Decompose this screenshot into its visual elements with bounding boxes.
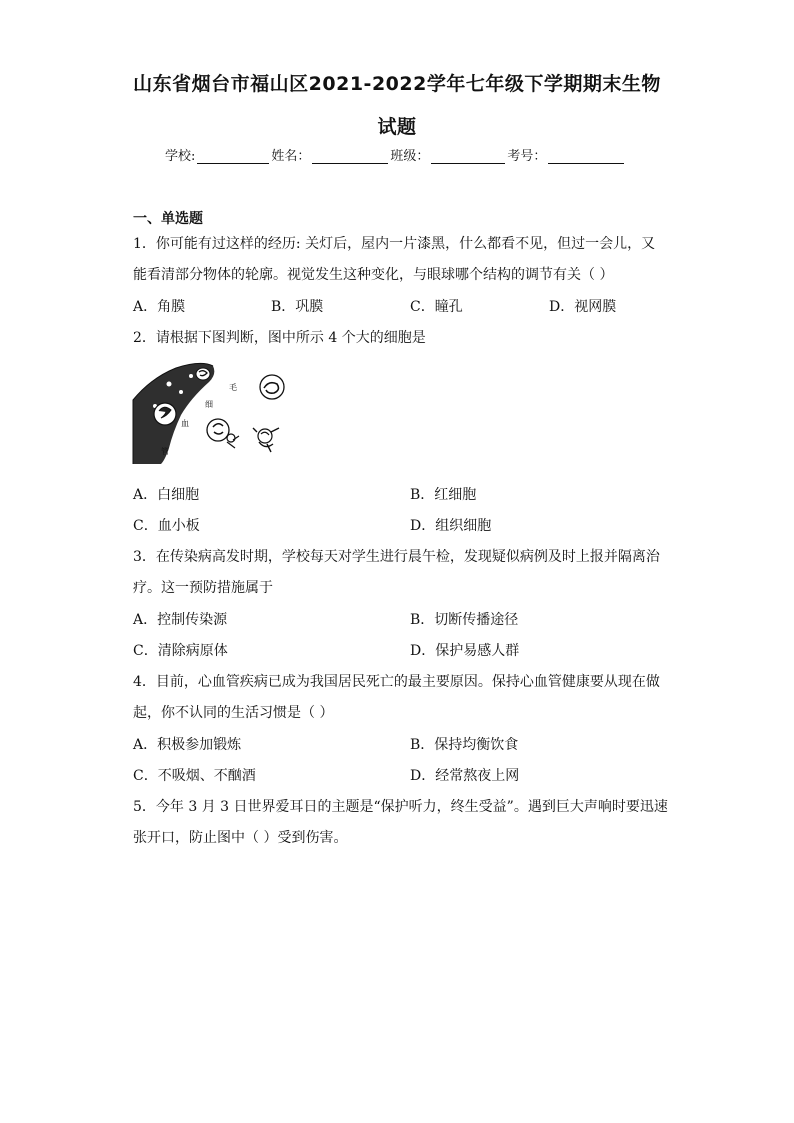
- q1-option-a[interactable]: A．角膜: [133, 299, 186, 315]
- student-info-row: [165, 145, 626, 164]
- q2-option-a[interactable]: A．白细胞: [133, 487, 200, 503]
- class-field[interactable]: [431, 149, 505, 164]
- question-4-line-2: 起，你不认同的生活习惯是（ ）: [133, 705, 334, 721]
- q2-option-d[interactable]: D．组织细胞: [410, 518, 492, 534]
- figure-label-xi: 细: [205, 400, 213, 409]
- q3-option-a[interactable]: A．控制传染源: [133, 612, 228, 628]
- page-title-line-1: 山东省烟台市福山区2021-2022学年七年级下学期期末生物: [133, 73, 661, 95]
- q1-option-b[interactable]: B．巩膜: [271, 299, 324, 315]
- school-label: 学校:: [165, 149, 196, 164]
- figure-label-mao: 毛: [229, 383, 237, 392]
- q2-option-b[interactable]: B．红细胞: [410, 487, 477, 503]
- exam-number-label: 考号：: [507, 149, 547, 164]
- q2-option-c[interactable]: C．血小板: [133, 518, 200, 534]
- figure-label-guan: 管: [161, 447, 169, 456]
- question-4-line-1: 4．目前，心血管疾病已成为我国居民死亡的最主要原因。保持心血管健康要从现在做: [133, 674, 660, 690]
- question-1-line-2: 能看清部分物体的轮廓。视觉发生这种变化，与眼球哪个结构的调节有关（ ）: [133, 267, 614, 283]
- q1-option-d[interactable]: D．视网膜: [549, 299, 617, 315]
- section-heading: 一、单选题: [133, 211, 203, 227]
- exam-number-field[interactable]: [548, 149, 624, 164]
- q3-option-c[interactable]: C．清除病原体: [133, 643, 228, 659]
- capillary-blood-cells-figure: [131, 360, 301, 468]
- question-3-line-1: 3．在传染病高发时期，学校每天对学生进行晨午检，发现疑似病例及时上报并隔离治: [133, 549, 660, 565]
- question-3-line-2: 疗。这一预防措施属于: [133, 580, 273, 596]
- q3-option-d[interactable]: D．保护易感人群: [410, 643, 520, 659]
- q4-option-c[interactable]: C．不吸烟、不酗酒: [133, 768, 256, 784]
- question-2-line-1: 2．请根据下图判断，图中所示 4 个大的细胞是: [133, 330, 426, 346]
- q4-option-d[interactable]: D．经常熬夜上网: [410, 768, 520, 784]
- name-field[interactable]: [312, 149, 388, 164]
- question-5-line-1: 5．今年 3 月 3 日世界爱耳日的主题是“保护听力，终生受益”。遇到巨大声响时要迅速: [133, 799, 668, 815]
- question-1-line-1: 1．你可能有过这样的经历: 关灯后，屋内一片漆黑，什么都看不见，但过一会儿，又: [133, 236, 656, 252]
- question-5-line-2: 张开口，防止图中（ ）受到伤害。: [133, 830, 348, 846]
- q3-option-b[interactable]: B．切断传播途径: [410, 612, 519, 628]
- class-label: 班级：: [390, 149, 430, 164]
- page-title-line-2: 试题: [377, 116, 417, 138]
- q1-option-c[interactable]: C．瞳孔: [410, 299, 463, 315]
- figure-label-xue: 血: [181, 419, 189, 428]
- q4-option-b[interactable]: B．保持均衡饮食: [410, 737, 519, 753]
- q4-option-a[interactable]: A．积极参加锻炼: [133, 737, 242, 753]
- school-field[interactable]: [197, 149, 269, 164]
- name-label: 姓名：: [271, 149, 311, 164]
